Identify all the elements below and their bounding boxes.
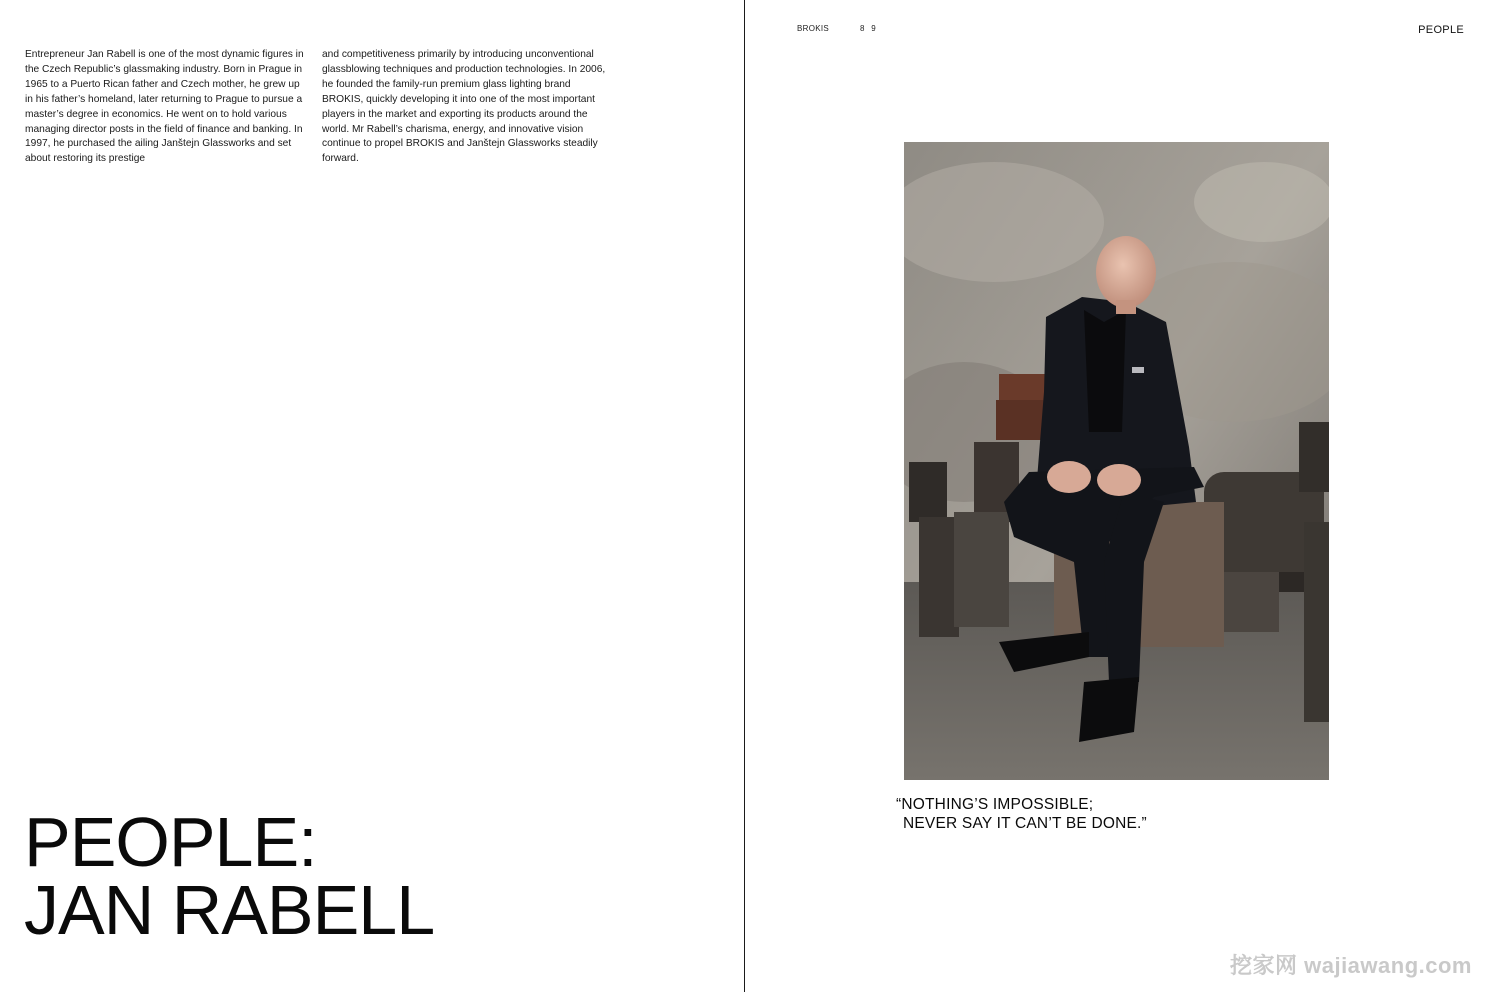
portrait-photo [904, 142, 1329, 780]
quote-line-2: NEVER SAY IT CAN’T BE DONE.” [903, 814, 1147, 832]
body-paragraph-1: Entrepreneur Jan Rabell is one of the most dynamic figures in the Czech Republic’s glassmaking industry. Born in Prague in 1965 to a Puerto Rican father and Czech mother, he grew up in his father’s homeland, later returning to Prague to pursue a master’s degree in economics. He went on to hold various managing director posts in the field of finance and banking. In 1997, he purchased the ailing Janštejn Glassworks and set about restoring its prestige [25, 49, 304, 165]
headline-line-2: JAN RABELL [24, 871, 435, 949]
page-headline [24, 803, 435, 949]
quote-line-1: “NOTHING’S IMPOSSIBLE; [896, 796, 1094, 813]
pull-quote [896, 796, 1147, 833]
page-gutter [744, 0, 745, 992]
section-label: PEOPLE [1418, 24, 1464, 36]
site-watermark: 挖家网 wajiawang.com [1230, 953, 1472, 978]
body-text-column-2 [322, 48, 612, 167]
folio-page-numbers: 8 9 [860, 24, 877, 33]
headline-line-1: PEOPLE: [24, 803, 317, 881]
folio-brand: BROKIS [797, 24, 830, 33]
body-text-column-1 [25, 48, 310, 167]
body-paragraph-2: and competitiveness primarily by introducing unconventional glassblowing techniques and production technologies. In 2006, he founded the family-run premium glass lighting brand BROKIS, quickly developing it into one of the most important players in the market and exporting its products around the world. Mr Rabell’s charisma, energy, and innovative vision continue to propel BROKIS and Janštejn Glassworks steadily forward. [322, 49, 606, 165]
portrait-photo-icon [904, 142, 1329, 780]
